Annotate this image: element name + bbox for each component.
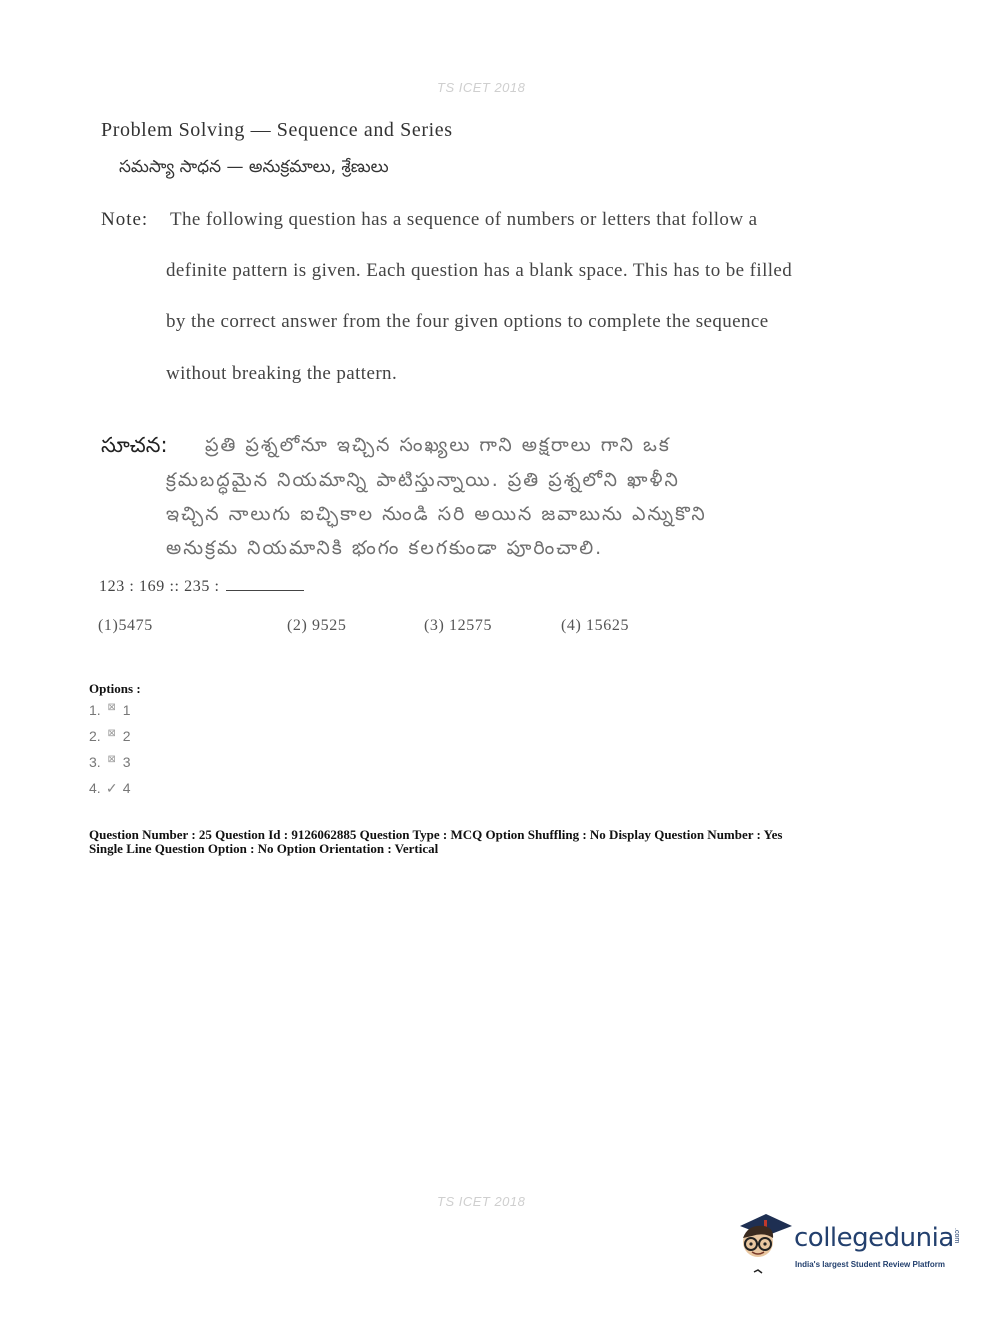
watermark-bottom: TS ICET 2018 (437, 1194, 526, 1209)
note-line: by the correct answer from the four given options to complete the sequence (166, 311, 769, 332)
cross-icon: ⊠ (107, 754, 116, 765)
answer-choice-4: (4) 15625 (561, 617, 630, 634)
logo-domain-suffix: .com (953, 1228, 960, 1244)
telugu-note-line: ప్రతి ప్రశ్నలోనూ ఇచ్చిన సంఖ్యలు గాని అక్షరాలు గాని ఒక (205, 434, 671, 456)
option-label: 4 (122, 780, 131, 796)
cross-icon: ⊠ (107, 702, 116, 713)
logo-wordmark: collegedunia (794, 1223, 954, 1253)
answer-blank (226, 576, 304, 591)
question-meta-line-1: Question Number : 25 Question Id : 9126062885 Question Type : MCQ Option Shuffling : No Display Question Number : Yes (89, 827, 783, 842)
option-label: 1 (122, 702, 131, 718)
note-line: The following question has a sequence of numbers or letters that follow a (170, 209, 758, 230)
mascot-icon (734, 1210, 792, 1278)
note-line: without breaking the pattern. (166, 363, 398, 384)
option-row-2[interactable] (89, 728, 130, 744)
telugu-note-line: క్రమబద్ధమైన నియమాన్ని పాటిస్తున్నాయి. ప్రతి ప్రశ్నలోని ఖాళీని (166, 469, 680, 491)
answer-choice-3: (3) 12575 (424, 617, 493, 634)
question-meta-line-2: Single Line Question Option : No Option Orientation : Vertical (89, 841, 439, 856)
telugu-note-line: అనుక్రమ నియమానికి భంగం కలగకుండా పూరించాలి. (166, 537, 604, 559)
question-stem (99, 576, 304, 596)
telugu-note-line: ఇచ్చిన నాలుగు ఐచ్ఛికాల నుండి సరి అయిన జవాబును ఎన్నుకొని (166, 503, 707, 525)
option-label: 3 (122, 754, 131, 770)
option-number: 3. (89, 754, 101, 770)
answer-choice-2: (2) 9525 (287, 617, 347, 634)
watermark-top: TS ICET 2018 (437, 80, 526, 95)
checkmark-icon: ✓ (105, 780, 118, 796)
option-label: 2 (122, 728, 131, 744)
section-title-english: Problem Solving — Sequence and Series (101, 119, 453, 141)
option-number: 2. (89, 728, 101, 744)
note-label: Note: (101, 209, 149, 230)
option-number: 4. (89, 780, 101, 796)
option-row-3[interactable] (89, 754, 130, 770)
option-number: 1. (89, 702, 101, 718)
note-line: definite pattern is given. Each question has a blank space. This has to be filled (166, 260, 793, 281)
option-row-1[interactable] (89, 702, 130, 718)
collegedunia-logo[interactable] (734, 1210, 964, 1280)
answer-choice-1: (1)5475 (98, 617, 153, 634)
logo-tagline: India's largest Student Review Platform (795, 1260, 945, 1269)
option-row-4[interactable] (89, 780, 130, 797)
cross-icon: ⊠ (107, 728, 116, 739)
section-title-telugu: సమస్యా సాధన — అనుక్రమాలు, శ్రేణులు (119, 157, 389, 177)
question-text: 123 : 169 :: 235 : (99, 578, 220, 595)
telugu-note-label: సూచన: (101, 433, 168, 457)
options-title: Options : (89, 681, 141, 696)
